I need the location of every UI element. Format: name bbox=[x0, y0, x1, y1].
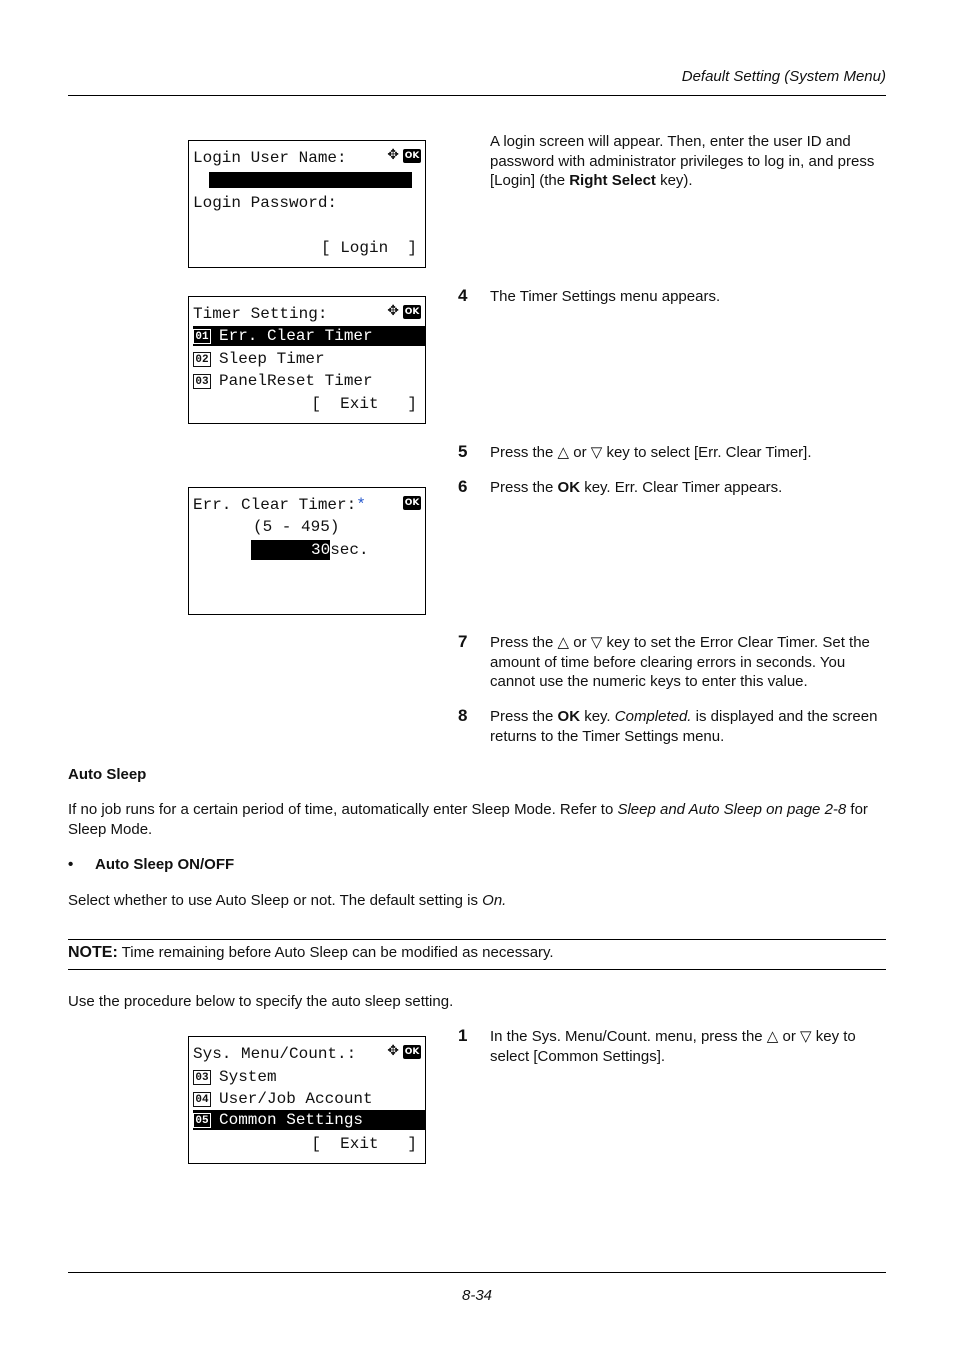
header-rule bbox=[68, 95, 886, 96]
login-instruction: A login screen will appear. Then, enter the user ID and password with administrator privileges to log in, and press [Login] (the Right Select key). bbox=[490, 133, 875, 189]
step-6-text: Press the OK key. Err. Clear Timer appears. bbox=[490, 479, 783, 496]
login-button[interactable]: [ Login ] bbox=[320, 239, 417, 257]
step-5-text: Press the △ or ▽ key to select [Err. Clear Timer]. bbox=[490, 444, 812, 461]
step-4-text: The Timer Settings menu appears. bbox=[490, 288, 721, 305]
section-heading-auto-sleep: Auto Sleep bbox=[68, 766, 147, 783]
sys-menu-title: Sys. Menu/Count.: bbox=[193, 1045, 357, 1063]
page-number: 8-34 bbox=[461, 1287, 493, 1304]
exit-button[interactable]: [ Exit ] bbox=[311, 1135, 417, 1153]
step-number-8: 8 bbox=[458, 706, 468, 725]
menu-item-common-settings[interactable]: 05 Common Settings bbox=[193, 1110, 425, 1130]
step-number-1: 1 bbox=[458, 1026, 468, 1045]
ok-key-icon: OK bbox=[404, 151, 420, 161]
menu-item-err-clear-timer[interactable]: 01 Err. Clear Timer bbox=[193, 326, 425, 346]
err-clear-timer-range: (5 - 495) bbox=[253, 518, 340, 536]
footer-rule bbox=[68, 1272, 886, 1273]
menu-item-sleep-timer[interactable]: 02 Sleep Timer bbox=[193, 349, 425, 369]
page-header-title: Default Setting (System Menu) bbox=[681, 68, 886, 85]
ok-key-icon: OK bbox=[404, 1047, 420, 1057]
menu-item-system[interactable]: 03 System bbox=[193, 1067, 425, 1087]
step-number-5: 5 bbox=[458, 442, 468, 461]
login-user-name-input[interactable] bbox=[209, 172, 412, 188]
four-way-arrow-icon: ✥ bbox=[387, 1043, 399, 1059]
step-number-7: 7 bbox=[458, 632, 468, 651]
ok-key-icon: OK bbox=[404, 307, 420, 317]
note-bottom-rule bbox=[68, 969, 886, 970]
step-number-6: 6 bbox=[458, 477, 468, 496]
step-8-text: Press the OK key. Completed. is displayed and the screen returns to the Timer Settings menu. bbox=[490, 708, 878, 745]
lcd-timer-setting-screen bbox=[188, 296, 426, 424]
login-password-label: Login Password: bbox=[193, 194, 338, 212]
err-clear-timer-title: Err. Clear Timer:* bbox=[193, 496, 366, 514]
menu-item-panelreset-timer[interactable]: 03 PanelReset Timer bbox=[193, 371, 425, 391]
step-7-text: Press the △ or ▽ key to set the Error Clear Timer. Set the amount of time before clearing errors in seconds. You cannot use the numeric keys to enter this value. bbox=[490, 634, 870, 690]
ok-key-icon: OK bbox=[404, 498, 420, 508]
err-clear-timer-value-row: 30sec. bbox=[251, 540, 425, 560]
login-user-name-label: Login User Name: bbox=[193, 149, 347, 167]
lcd-sys-menu-screen bbox=[188, 1036, 426, 1164]
step-number-4: 4 bbox=[458, 286, 468, 305]
four-way-arrow-icon: ✥ bbox=[387, 147, 399, 163]
note-text: NOTE: Time remaining before Auto Sleep can be modified as necessary. bbox=[68, 944, 554, 961]
err-clear-timer-value[interactable]: 30 bbox=[251, 540, 330, 560]
timer-setting-title: Timer Setting: bbox=[193, 305, 328, 323]
subheading-auto-sleep-on-off: • Auto Sleep ON/OFF bbox=[68, 856, 235, 873]
menu-item-user-job-account[interactable]: 04 User/Job Account bbox=[193, 1089, 425, 1109]
lcd-err-clear-timer-screen bbox=[188, 487, 426, 615]
procedure-text: Use the procedure below to specify the auto sleep setting. bbox=[68, 993, 454, 1010]
step-1-text: In the Sys. Menu/Count. menu, press the △ or ▽ key to select [Common Settings]. bbox=[490, 1028, 856, 1065]
exit-button[interactable]: [ Exit ] bbox=[311, 395, 417, 413]
note-top-rule bbox=[68, 939, 886, 940]
auto-sleep-intro: If no job runs for a certain period of time, automatically enter Sleep Mode. Refer to Sleep and Auto Sleep on page 2-8 for Sleep Mode. bbox=[68, 801, 868, 838]
auto-sleep-select-text: Select whether to use Auto Sleep or not. The default setting is On. bbox=[68, 892, 507, 909]
four-way-arrow-icon: ✥ bbox=[387, 303, 399, 319]
lcd-login-screen bbox=[188, 140, 426, 268]
